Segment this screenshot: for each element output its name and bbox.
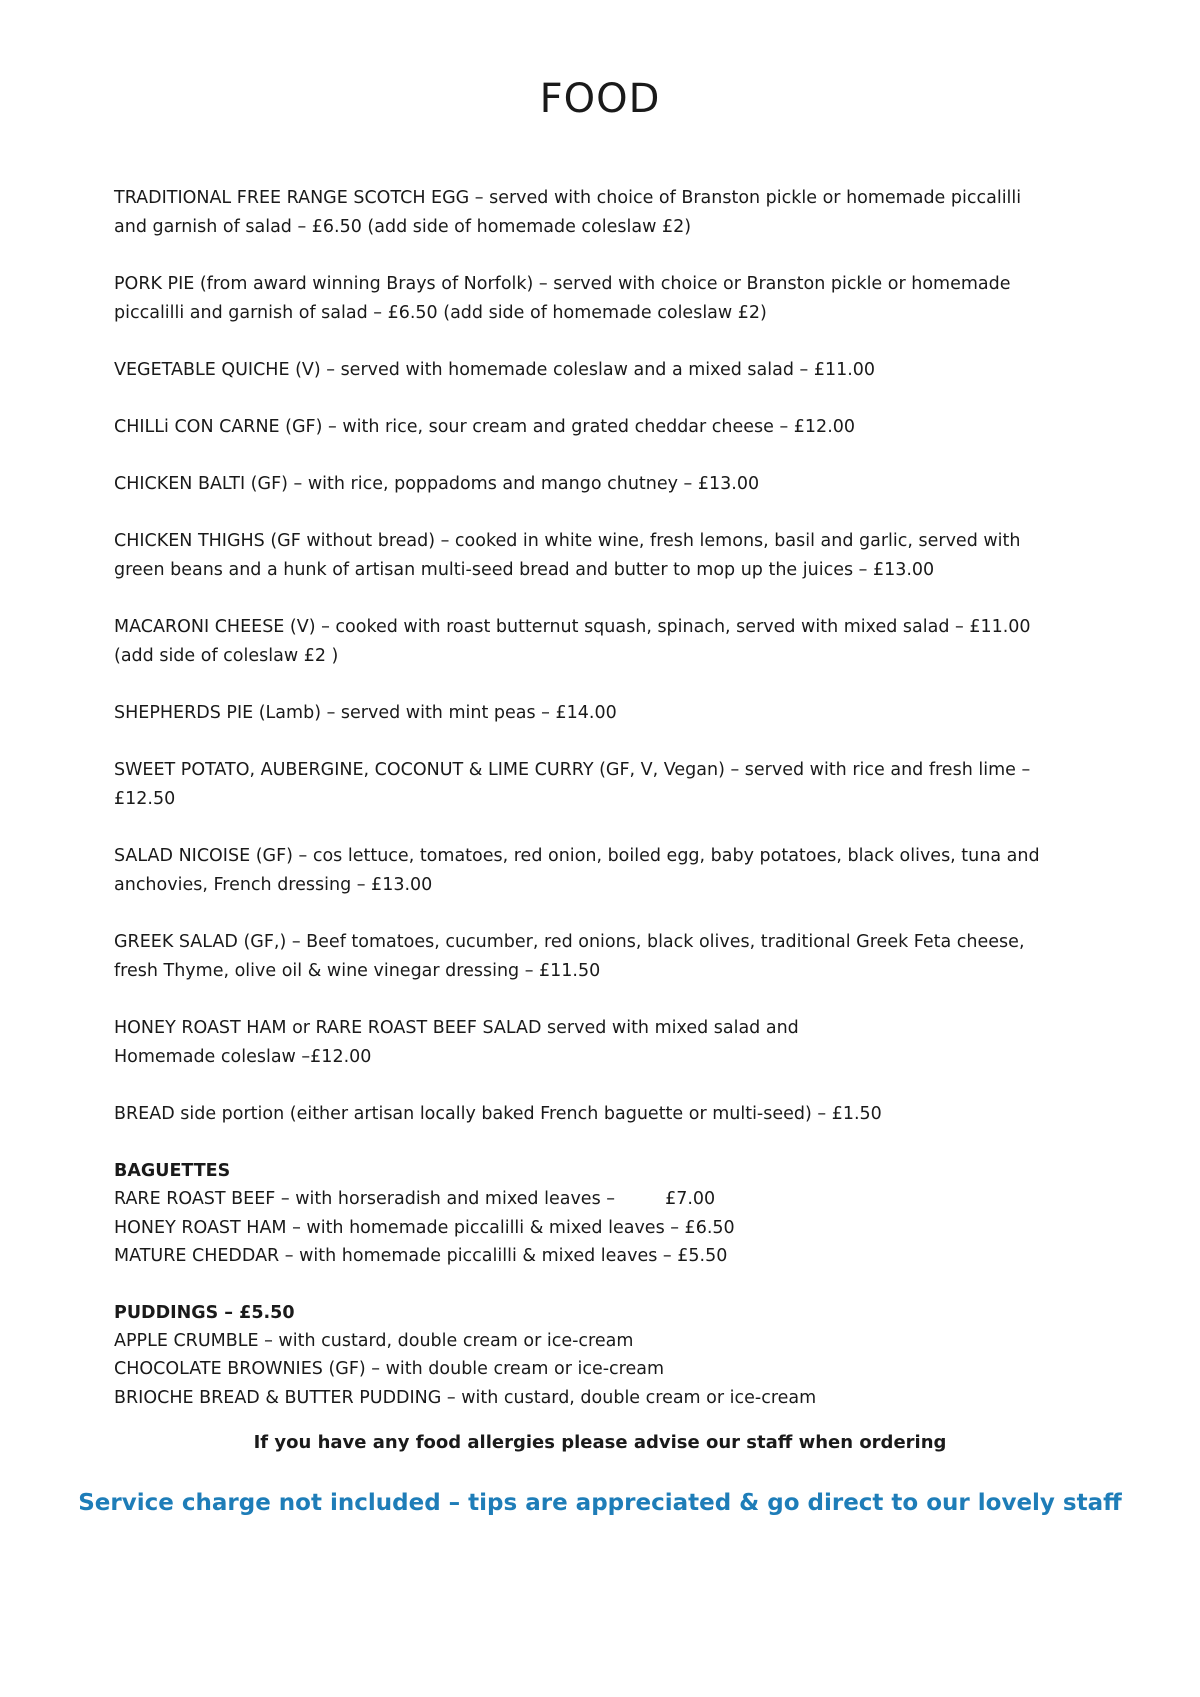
menu-item-line: anchovies, French dressing – £13.00: [114, 875, 433, 895]
menu-item-line: HONEY ROAST HAM or RARE ROAST BEEF SALAD served with mixed salad and: [114, 1018, 799, 1038]
menu-item-pork-pie: [114, 270, 1094, 328]
menu-item-line: £12.50: [114, 789, 176, 809]
menu-item-ham-beef-salad: [114, 1014, 1094, 1072]
pudding-line: BRIOCHE BREAD & BUTTER PUDDING – with custard, double cream or ice-cream: [114, 1387, 817, 1408]
menu-item-chicken-balti: [114, 470, 1094, 499]
menu-item-shepherds-pie: [114, 699, 1094, 728]
menu-item-line: MACARONI CHEESE (V) – cooked with roast butternut squash, spinach, served with mixed salad – £11.00: [114, 617, 1031, 637]
menu-items: [114, 184, 1094, 1412]
menu-item-line: and garnish of salad – £6.50 (add side of homemade coleslaw £2): [114, 217, 692, 237]
menu-item-line: green beans and a hunk of artisan multi-seed bread and butter to mop up the juices – £13.00: [114, 560, 935, 580]
menu-item-line: SHEPHERDS PIE (Lamb) – served with mint peas – £14.00: [114, 703, 617, 723]
baguette-line: MATURE CHEDDAR – with homemade piccalilli & mixed leaves – £5.50: [114, 1246, 728, 1266]
page-title: FOOD: [539, 76, 661, 122]
menu-item-salad-nicoise: [114, 842, 1094, 900]
menu-item-greek-salad: [114, 928, 1094, 986]
menu-item-macaroni-cheese: [114, 613, 1094, 671]
baguettes-section: [114, 1157, 1094, 1271]
baguettes-heading: BAGUETTES: [114, 1161, 231, 1181]
menu-item-chilli-con-carne: [114, 413, 1094, 442]
menu-item-line: CHILLi CON CARNE (GF) – with rice, sour cream and grated cheddar cheese – £12.00: [114, 417, 856, 437]
baguette-line: RARE ROAST BEEF – with horseradish and mixed leaves – £7.00: [114, 1189, 716, 1209]
menu-item-chicken-thighs: [114, 527, 1094, 585]
menu-item-line: PORK PIE (from award winning Brays of Norfolk) – served with choice or Branston pickle or homemade: [114, 274, 1011, 294]
menu-item-line: TRADITIONAL FREE RANGE SCOTCH EGG – served with choice of Branston pickle or homemade piccalilli: [114, 188, 1022, 208]
menu-item-bread: [114, 1100, 1094, 1129]
puddings-section: [114, 1299, 1094, 1413]
service-charge-note: Service charge not included – tips are appreciated & go direct to our lovely staff: [78, 1490, 1122, 1516]
menu-item-line: SALAD NICOISE (GF) – cos lettuce, tomatoes, red onion, boiled egg, baby potatoes, black olives, tuna and: [114, 846, 1040, 866]
allergy-note: If you have any food allergies please advise our staff when ordering: [253, 1432, 947, 1453]
menu-item-vegetable-quiche: [114, 356, 1094, 385]
menu-item-scotch-egg: [114, 184, 1094, 242]
menu-item-line: piccalilli and garnish of salad – £6.50 (add side of homemade coleslaw £2): [114, 303, 767, 323]
puddings-heading: PUDDINGS – £5.50: [114, 1302, 295, 1323]
menu-item-line: GREEK SALAD (GF,) – Beef tomatoes, cucumber, red onions, black olives, traditional Greek Feta cheese,: [114, 932, 1025, 952]
baguette-line: HONEY ROAST HAM – with homemade piccalilli & mixed leaves – £6.50: [114, 1217, 735, 1238]
pudding-line: CHOCOLATE BROWNIES (GF) – with double cream or ice-cream: [114, 1359, 665, 1379]
menu-item-line: CHICKEN THIGHS (GF without bread) – cooked in white wine, fresh lemons, basil and garlic, served with: [114, 531, 1021, 551]
menu-item-line: Homemade coleslaw –£12.00: [114, 1047, 372, 1067]
menu-item-line: SWEET POTATO, AUBERGINE, COCONUT & LIME CURRY (GF, V, Vegan) – served with rice and fresh lime –: [114, 760, 1031, 780]
menu-item-line: fresh Thyme, olive oil & wine vinegar dressing – £11.50: [114, 961, 601, 981]
menu-item-line: (add side of coleslaw £2 ): [114, 646, 339, 666]
menu-item-line: CHICKEN BALTI (GF) – with rice, poppadoms and mango chutney – £13.00: [114, 474, 760, 494]
pudding-line: APPLE CRUMBLE – with custard, double cream or ice-cream: [114, 1330, 634, 1351]
menu-item-curry: [114, 756, 1094, 814]
menu-item-line: BREAD side portion (either artisan locally baked French baguette or multi-seed) – £1.50: [114, 1104, 882, 1124]
menu-item-line: VEGETABLE QUICHE (V) – served with homemade coleslaw and a mixed salad – £11.00: [114, 360, 876, 380]
